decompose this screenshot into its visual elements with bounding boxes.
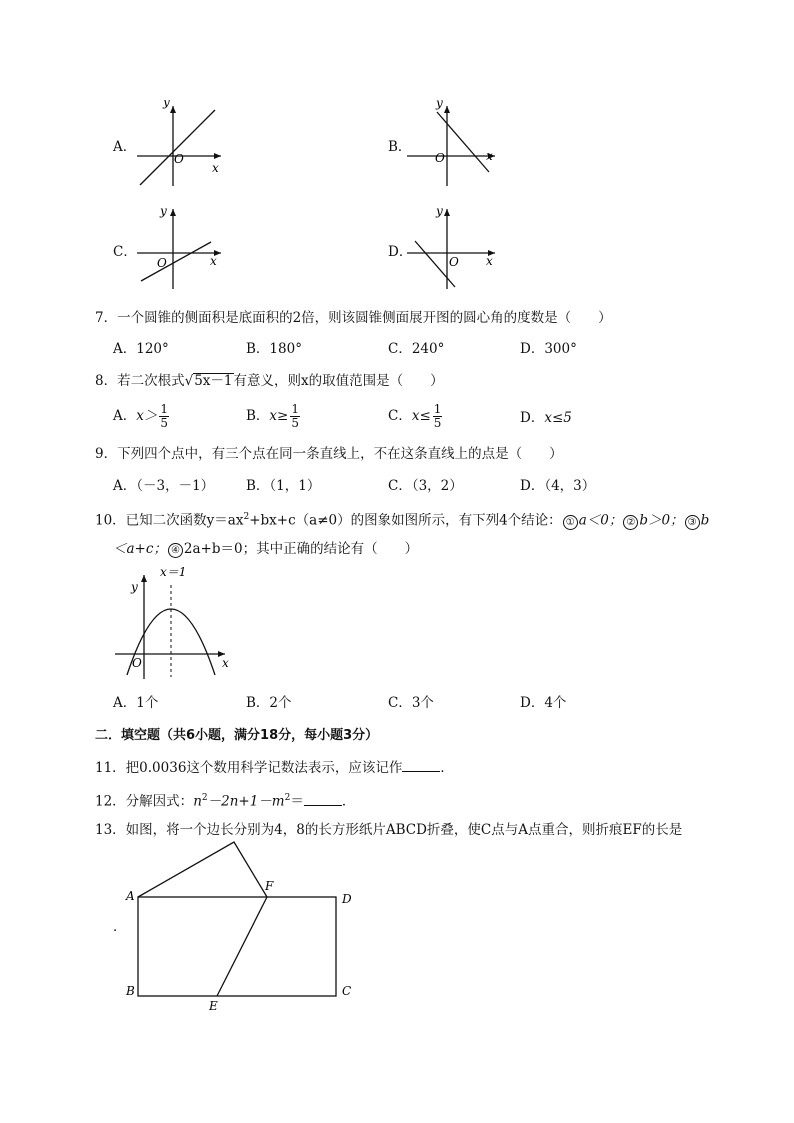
q10-option-c: C．3个: [388, 695, 434, 711]
q11-stem: [95, 759, 454, 777]
symmetry-axis-label: x＝1: [160, 565, 187, 579]
q8-option-b: [246, 403, 300, 430]
q9-stem: 9．下列四个点中，有三个点在同一条直线上，不在这条直线上的点是（ ）: [95, 446, 563, 462]
denominator: 5: [433, 416, 442, 430]
q8-stem: [95, 372, 444, 390]
q12-expr-c: ＝: [290, 793, 304, 810]
graph-line: [141, 242, 211, 281]
q8-suffix: 有意义，则x的取值范围是（ ）: [233, 373, 444, 389]
y-label: y: [160, 204, 167, 218]
q13-stem: 13．如图，将一个边长分别为4，8的长方形纸片ABCD折叠，使C点与A点重合，则折痕EF的长是: [95, 822, 683, 838]
q12-expr-a: n: [193, 793, 202, 810]
y-label: y: [131, 580, 138, 594]
q10-text-a: 10．已知二次函数y＝ax: [95, 512, 244, 529]
x-label: x: [486, 254, 493, 268]
origin-label: O: [157, 256, 167, 270]
q13-continuation: ．: [113, 919, 127, 935]
q11-end: ．: [440, 760, 454, 776]
conclusion-1: a＜0；: [578, 512, 623, 529]
option-d-label: D．: [388, 244, 413, 260]
q8-radicand: 5x－1: [194, 373, 233, 389]
conclusion-4: 2a+b＝0；其中正确的结论有（ ）: [183, 541, 419, 557]
q8-prefix: 8．若二次根式: [95, 373, 185, 389]
conclusion-3-start: b: [700, 512, 710, 529]
x-label: x: [486, 149, 493, 163]
option-relation: x≤: [411, 408, 431, 424]
graph-option-b: [405, 100, 500, 190]
q8-option-c: [388, 403, 442, 430]
q9-option-c: C．（3，2）: [388, 478, 463, 494]
fraction: [159, 403, 169, 430]
q7-option-b: B．180°: [246, 341, 302, 357]
origin-label: O: [174, 152, 184, 166]
label-a: A: [126, 889, 135, 903]
conclusion-3-end: ＜a+c；: [113, 541, 167, 557]
origin-label: O: [132, 656, 142, 670]
numerator: 1: [291, 402, 299, 416]
q12-sup2: 2: [284, 793, 291, 803]
option-b-label: B．: [388, 139, 412, 155]
q9-option-d: D．（4，3）: [520, 478, 596, 494]
q9-option-a: A．（－3，－1）: [113, 478, 215, 494]
q10-option-a: A．1个: [113, 695, 159, 711]
sqrt-sign: √: [184, 373, 194, 389]
y-axis-arrow: [170, 209, 176, 216]
y-axis-arrow: [170, 106, 176, 113]
x-label: x: [210, 254, 217, 268]
q10-sup: 2: [243, 512, 250, 522]
graph-line: [140, 110, 215, 185]
y-label: y: [436, 204, 443, 218]
crease-ef: [217, 897, 267, 996]
y-axis-arrow: [444, 106, 450, 113]
q10-option-d: D．4个: [520, 695, 567, 711]
label-f: F: [265, 879, 274, 893]
option-c-label: C．: [113, 244, 137, 260]
q7-stem: 7．一个圆锥的侧面积是底面积的2倍，则该圆锥侧面展开图的圆心角的度数是（ ）: [95, 310, 612, 326]
q12-stem: [95, 789, 355, 811]
q10-line2: [113, 540, 418, 558]
graph-option-a: [135, 100, 225, 190]
q10-parabola-graph: [113, 563, 235, 681]
option-letter: A．: [113, 408, 137, 424]
q10-text-b: +bx+c（a≠0）的图象如图所示，有下列4个结论：: [249, 512, 562, 529]
q10-line1: [95, 508, 709, 530]
origin-label: O: [435, 151, 445, 165]
option-letter: D．: [520, 410, 545, 426]
origin-label: O: [449, 255, 459, 269]
fraction: [433, 403, 443, 430]
y-axis-arrow: [444, 209, 450, 216]
q8-option-a: [113, 403, 169, 430]
section-heading-fill-in: 二．填空题（共6小题，满分18分，每小题3分）: [95, 728, 379, 743]
option-relation: x≤5: [544, 410, 572, 426]
fraction: [290, 403, 300, 430]
graph-option-d: [405, 203, 500, 293]
q7-option-a: A．120°: [113, 341, 169, 357]
answer-blank[interactable]: [402, 759, 440, 772]
conclusion-3-marker: ③: [685, 515, 700, 530]
q7-option-d: D．300°: [520, 341, 577, 357]
numerator: 1: [433, 402, 442, 416]
q13-folding-figure: [120, 838, 360, 1018]
x-axis-arrow: [214, 153, 221, 159]
y-axis-arrow: [141, 575, 147, 582]
rectangle-abcd: [138, 897, 336, 996]
label-e: E: [209, 999, 218, 1013]
graph-option-c: [135, 203, 225, 293]
denominator: 5: [160, 416, 169, 430]
q12-prefix: 12．分解因式：: [95, 793, 194, 810]
conclusion-4-marker: ④: [168, 543, 183, 558]
q12-sup1: 2: [201, 793, 208, 803]
conclusion-1-marker: ①: [563, 515, 578, 530]
label-b: B: [126, 984, 135, 998]
option-letter: C．: [388, 408, 412, 424]
option-relation: x≥: [269, 408, 289, 424]
label-d: D: [342, 892, 352, 906]
q8-option-d: [520, 409, 572, 427]
q12-expr-b: －2n+1－m: [207, 793, 285, 810]
answer-blank[interactable]: [304, 793, 342, 806]
folded-flap: [138, 842, 267, 897]
option-a-label: A．: [113, 139, 137, 155]
conclusion-2-marker: ②: [623, 515, 638, 530]
numerator: 1: [160, 402, 169, 416]
option-relation: x＞: [136, 408, 158, 424]
option-letter: B．: [246, 408, 270, 424]
y-label: y: [163, 100, 170, 109]
q11-text: 11．把0.0036这个数用科学记数法表示，应该记作: [95, 760, 403, 776]
y-label: y: [436, 100, 443, 110]
q12-end: ．: [341, 793, 356, 810]
denominator: 5: [291, 416, 299, 430]
q7-option-c: C．240°: [388, 341, 445, 357]
q10-option-b: B．2个: [246, 695, 292, 711]
conclusion-2: b＞0；: [639, 512, 684, 529]
x-label: x: [222, 656, 229, 670]
q9-option-b: B．（1，1）: [246, 478, 321, 494]
x-label: x: [212, 161, 219, 175]
label-c: C: [342, 984, 352, 998]
